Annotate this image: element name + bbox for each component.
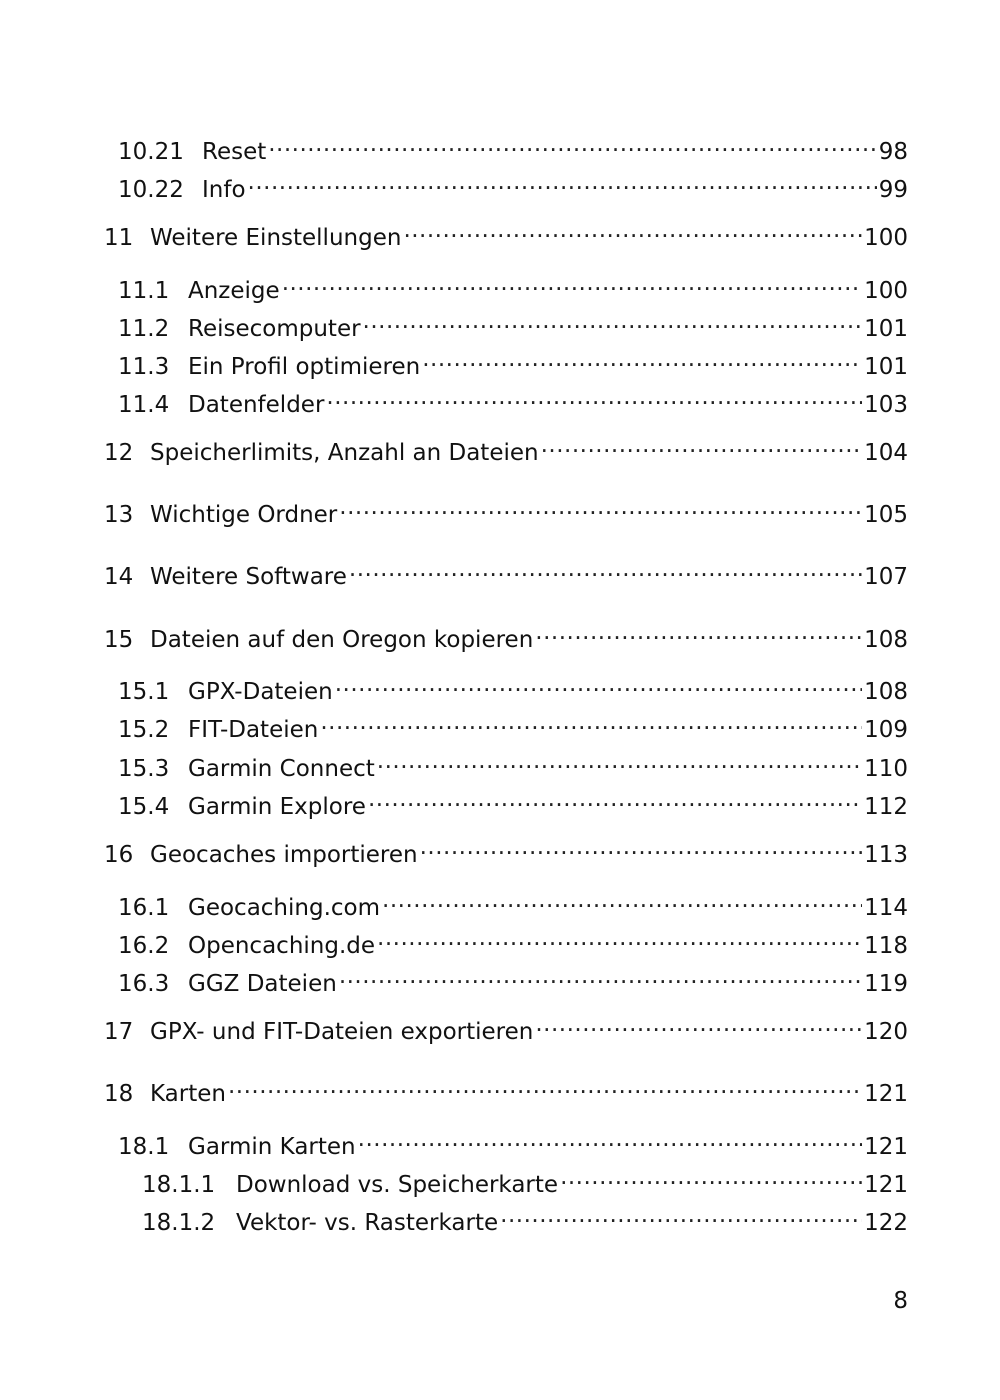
toc-entry-number: 16.1: [118, 895, 170, 921]
toc-entry-page: 112: [864, 794, 908, 820]
dot-leader: [560, 1162, 862, 1192]
dot-leader: [541, 430, 862, 460]
toc-entry-number: 16: [104, 842, 134, 868]
dot-leader: [377, 923, 862, 953]
toc-entry-title: Reisecomputer: [188, 316, 361, 342]
toc-entry-title: Vektor- vs. Rasterkarte: [236, 1210, 499, 1236]
toc-entry-page: 121: [864, 1081, 908, 1107]
toc-entry-15-3[interactable]: [118, 746, 908, 784]
toc-entry-number: 16.3: [118, 971, 170, 997]
toc-entry-title: Geocaches importieren: [150, 842, 418, 868]
toc-entry-title: Info: [202, 177, 246, 203]
toc-entry-10-22[interactable]: [118, 167, 908, 205]
toc-entry-title: Anzeige: [188, 278, 280, 304]
dot-leader: [320, 707, 862, 737]
dot-leader: [228, 1071, 862, 1101]
dot-leader: [382, 885, 862, 915]
toc-entry-11-3[interactable]: [118, 344, 908, 382]
toc-entry-number: 18.1.1: [142, 1172, 216, 1198]
dot-leader: [420, 832, 862, 862]
toc-entry-number: 16.2: [118, 933, 170, 959]
toc-entry-page: 99: [878, 177, 908, 203]
toc-entry-11[interactable]: [104, 215, 908, 253]
toc-entry-page: 121: [864, 1172, 908, 1198]
dot-leader: [335, 669, 862, 699]
toc-entry-page: 101: [864, 316, 908, 342]
toc-entry-page: 100: [864, 278, 908, 304]
toc-entry-16-3[interactable]: [118, 961, 908, 999]
toc-entry-number: 14: [104, 564, 134, 590]
toc-entry-title: Speicherlimits, Anzahl an Dateien: [150, 440, 539, 466]
toc-entry-number: 15.3: [118, 756, 170, 782]
toc-entry-number: 11.3: [118, 354, 170, 380]
toc-entry-title: Dateien auf den Oregon kopieren: [150, 627, 534, 653]
toc-entry-title: Garmin Explore: [188, 794, 366, 820]
toc-entry-16[interactable]: [104, 832, 908, 870]
toc-entry-number: 18.1: [118, 1134, 170, 1160]
toc-entry-11-2[interactable]: [118, 306, 908, 344]
toc-entry-page: 121: [864, 1134, 908, 1160]
toc-entry-number: 18: [104, 1081, 134, 1107]
toc-entry-title: Geocaching.com: [188, 895, 381, 921]
toc-entry-title: Reset: [202, 139, 267, 165]
toc-entry-number: 11.1: [118, 278, 170, 304]
toc-entry-page: 98: [878, 139, 908, 165]
toc-entry-page: 110: [864, 756, 908, 782]
toc-entry-16-2[interactable]: [118, 923, 908, 961]
toc-entry-page: 118: [864, 933, 908, 959]
toc-entry-page: 108: [864, 679, 908, 705]
page-number: 8: [893, 1288, 908, 1314]
toc-entry-page: 104: [864, 440, 908, 466]
toc-entry-number: 12: [104, 440, 134, 466]
toc-entry-15[interactable]: [104, 617, 908, 655]
dot-leader: [363, 306, 863, 336]
toc-entry-title: Download vs. Speicherkarte: [236, 1172, 559, 1198]
toc-entry-number: 11.2: [118, 316, 170, 342]
toc-entry-number: 10.21: [118, 139, 184, 165]
toc-entry-18-1-2[interactable]: [142, 1200, 908, 1238]
toc-entry-title: Weitere Einstellungen: [150, 225, 402, 251]
toc-entry-page: 119: [864, 971, 908, 997]
toc-entry-number: 10.22: [118, 177, 184, 203]
toc-entry-number: 15: [104, 627, 134, 653]
toc-entry-15-4[interactable]: [118, 784, 908, 822]
toc-entry-15-2[interactable]: [118, 707, 908, 745]
toc-entry-page: 108: [864, 627, 908, 653]
toc-entry-page: 113: [864, 842, 908, 868]
toc-entry-number: 17: [104, 1019, 134, 1045]
dot-leader: [339, 961, 862, 991]
toc-entry-12[interactable]: [104, 430, 908, 468]
toc-entry-11-1[interactable]: [118, 268, 908, 306]
toc-entry-page: 101: [864, 354, 908, 380]
dot-leader: [500, 1200, 862, 1230]
toc-entry-title: Garmin Karten: [188, 1134, 356, 1160]
toc-entry-title: GGZ Dateien: [188, 971, 337, 997]
toc-entry-title: Opencaching.de: [188, 933, 376, 959]
toc-entry-page: 114: [864, 895, 908, 921]
toc-entry-11-4[interactable]: [118, 382, 908, 420]
dot-leader: [422, 344, 862, 374]
toc-entry-number: 18.1.2: [142, 1210, 216, 1236]
toc-entry-15-1[interactable]: [118, 669, 908, 707]
dot-leader: [535, 617, 862, 647]
toc-entry-13[interactable]: [104, 492, 908, 530]
dot-leader: [535, 1009, 862, 1039]
dot-leader: [358, 1124, 862, 1154]
dot-leader: [349, 554, 862, 584]
toc-entry-page: 122: [864, 1210, 908, 1236]
toc-entry-18-1[interactable]: [118, 1124, 908, 1162]
toc-entry-title: GPX-Dateien: [188, 679, 333, 705]
toc-entry-page: 100: [864, 225, 908, 251]
toc-entry-title: Wichtige Ordner: [150, 502, 338, 528]
toc-entry-number: 13: [104, 502, 134, 528]
dot-leader: [248, 167, 877, 197]
toc-entry-page: 120: [864, 1019, 908, 1045]
toc-entry-page: 105: [864, 502, 908, 528]
toc-entry-16-1[interactable]: [118, 885, 908, 923]
toc-entry-number: 15.1: [118, 679, 170, 705]
toc-entry-page: 107: [864, 564, 908, 590]
toc-entry-17[interactable]: [104, 1009, 908, 1047]
toc-entry-title: Garmin Connect: [188, 756, 375, 782]
dot-leader: [268, 129, 876, 159]
toc-entry-title: Karten: [150, 1081, 226, 1107]
toc-entry-number: 15.4: [118, 794, 170, 820]
toc-entry-number: 11.4: [118, 392, 170, 418]
toc-entry-title: FIT-Dateien: [188, 717, 319, 743]
dot-leader: [282, 268, 862, 298]
toc-entry-18[interactable]: [104, 1071, 908, 1109]
dot-leader: [403, 215, 862, 245]
dot-leader: [368, 784, 862, 814]
toc-entry-title: Datenfelder: [188, 392, 325, 418]
toc-entry-title: Weitere Software: [150, 564, 347, 590]
toc-entry-18-1-1[interactable]: [142, 1162, 908, 1200]
toc-entry-number: 11: [104, 225, 134, 251]
dot-leader: [377, 746, 862, 776]
toc-entry-title: GPX- und FIT-Dateien exportieren: [150, 1019, 534, 1045]
toc-entry-page: 109: [864, 717, 908, 743]
toc-entry-title: Ein Profil optimieren: [188, 354, 421, 380]
toc-entry-10-21[interactable]: [118, 129, 908, 167]
dot-leader: [339, 492, 862, 522]
toc-entry-14[interactable]: [104, 554, 908, 592]
toc-entry-page: 103: [864, 392, 908, 418]
dot-leader: [326, 382, 862, 412]
toc-entry-number: 15.2: [118, 717, 170, 743]
